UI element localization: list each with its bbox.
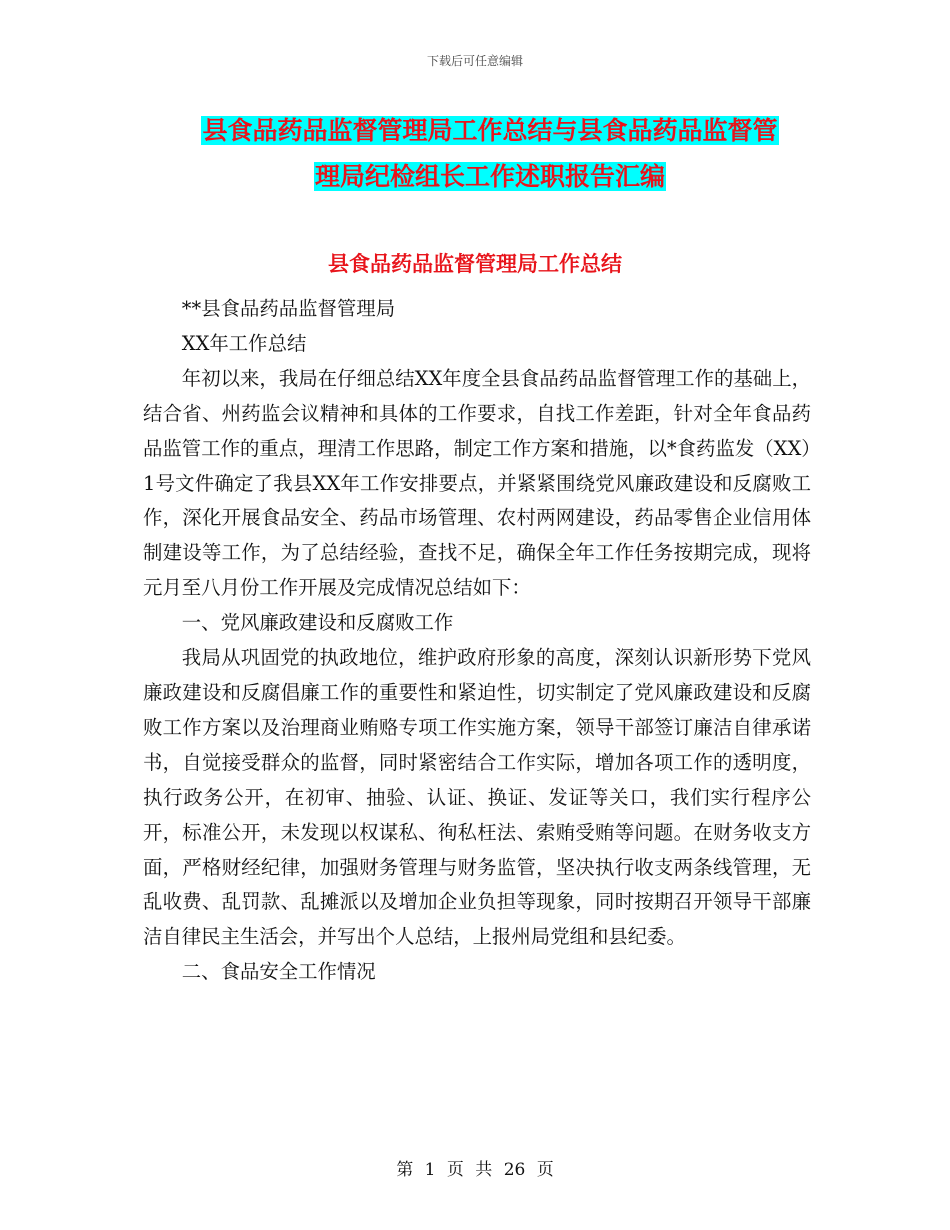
heading-section-1: 一、党风廉政建设和反腐败工作	[181, 611, 454, 635]
page-footer: 第 1 页 共 26 页	[396, 1160, 554, 1180]
body-text	[143, 292, 811, 990]
heading-section-2: 二、食品安全工作情况	[181, 960, 376, 984]
paragraph-intro: 年初以来，我局在仔细总结XX年度全县食品药品监督管理工作的基础上，结合省、州药监会议精神和具体的工作要求，自找工作差距，针对全年食品药品监管工作的重点，理清工作思路，制定工作方案和措施，以*食药监发（XX）1号文件确定了我县XX年工作安排要点，并紧紧围绕党风廉政建设和反腐败工作，深化开展食品安全、药品市场管理、农村两网建设，药品零售企业信用体制建设等工作，为了总结经验，查找不足，确保全年工作任务按期完成，现将元月至八月份工作开展及完成情况总结如下：	[143, 366, 811, 600]
paragraph-subtitle: XX年工作总结	[181, 331, 307, 355]
paragraph-org-name: **县食品药品监督管理局	[181, 297, 396, 320]
section-title: 县食品药品监督管理局工作总结	[328, 252, 622, 276]
title-line-1: 县食品药品监督管理局工作总结与县食品药品监督管	[202, 116, 778, 145]
title-line-2: 理局纪检组长工作述职报告汇编	[314, 162, 665, 191]
header-note: 下载后可任意编辑	[426, 54, 523, 68]
document-title	[140, 108, 840, 200]
paragraph-section-1: 我局从巩固党的执政地位，维护政府形象的高度，深刻认识新形势下党风廉政建设和反腐倡廉工作的重要性和紧迫性，切实制定了党风廉政建设和反腐败工作方案以及治理商业贿赂专项工作实施方案，领导干部签订廉洁自律承诺书，自觉接受群众的监督，同时紧密结合工作实际，增加各项工作的透明度，执行政务公开，在初审、抽验、认证、换证、发证等关口，我们实行程序公开，标准公开，未发现以权谋私、徇私枉法、索贿受贿等问题。在财务收支方面，严格财经纪律，加强财务管理与财务监管，坚决执行收支两条线管理，无乱收费、乱罚款、乱摊派以及增加企业负担等现象，同时按期召开领导干部廉洁自律民主生活会，并写出个人总结，上报州局党组和县纪委。	[143, 646, 811, 949]
